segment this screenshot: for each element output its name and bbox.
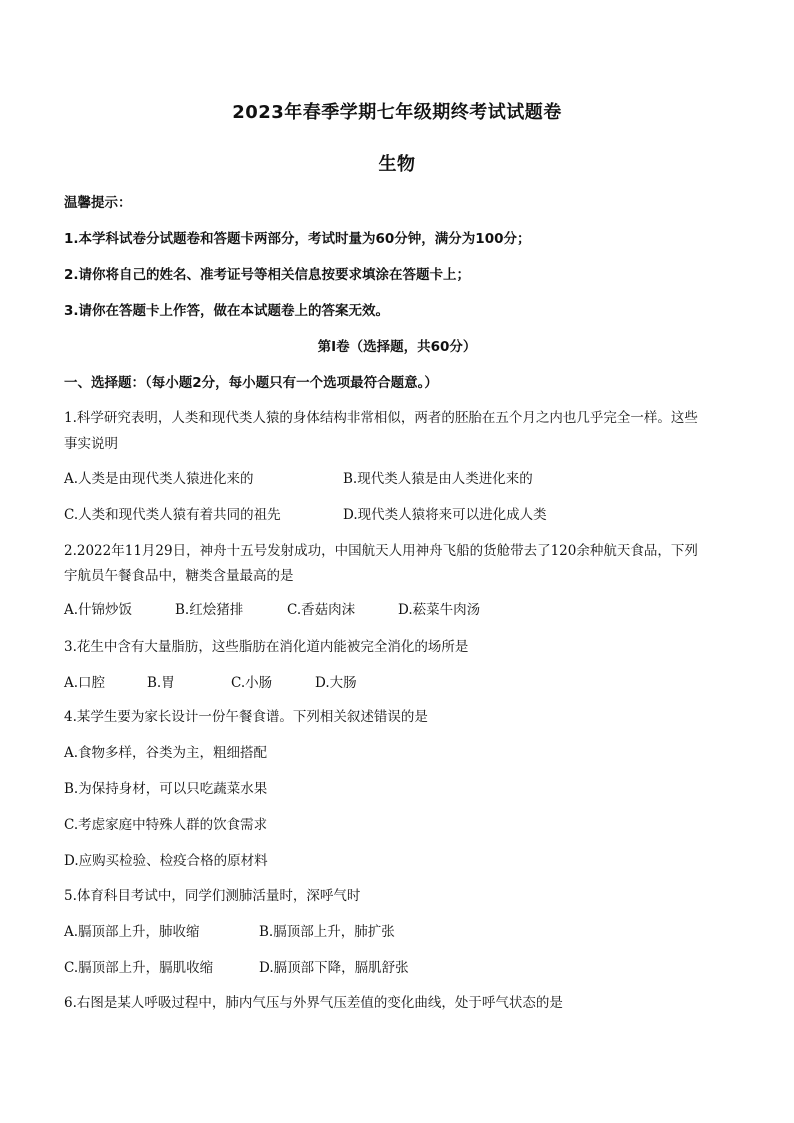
question-3-option-d: D.大肠 — [315, 675, 357, 691]
question-2-stem-line-2: 宇航员午餐食品中，糖类含量最高的是 — [64, 568, 294, 584]
question-1-stem-line-1: 1.科学研究表明，人类和现代类人猿的身体结构非常相似，两者的胚胎在五个月之内也几乎完全一样。这些 — [64, 410, 698, 426]
question-5-option-d: D.膈顶部下降，膈肌舒张 — [259, 960, 409, 976]
question-1-option-d: D.现代类人猿将来可以进化成人类 — [343, 507, 547, 523]
question-4-option-c: C.考虑家庭中特殊人群的饮食需求 — [64, 817, 268, 833]
question-2-option-c: C.香菇肉沫 — [287, 602, 356, 618]
question-4-option-a: A.食物多样，谷类为主，粗细搭配 — [64, 745, 268, 761]
question-5-option-b: B.膈顶部上升，肺扩张 — [259, 924, 395, 940]
question-6-stem: 6.右图是某人呼吸过程中，肺内气压与外界气压差值的变化曲线，处于呼气状态的是 — [64, 995, 563, 1011]
question-2-option-b: B.红烩猪排 — [175, 602, 244, 618]
question-5-option-c: C.膈顶部上升，膈肌收缩 — [64, 960, 214, 976]
question-3-option-a: A.口腔 — [64, 675, 106, 691]
part1-heading: 第Ⅰ卷（选择题，共60分） — [317, 339, 477, 355]
question-5-stem: 5.体育科目考试中，同学们测肺活量时，深呼气时 — [64, 888, 361, 904]
exam-title: 2023年春季学期七年级期终考试试题卷 — [232, 102, 562, 123]
question-3-option-c: C.小肠 — [231, 675, 273, 691]
tips-heading: 温馨提示： — [64, 195, 132, 211]
question-1-option-a: A.人类是由现代类人猿进化来的 — [64, 471, 254, 487]
tip-item-3: 3.请你在答题卡上作答，做在本试题卷上的答案无效。 — [64, 303, 390, 319]
question-2-option-d: D.菘菜牛肉汤 — [398, 602, 481, 618]
question-5-option-a: A.膈顶部上升，肺收缩 — [64, 924, 200, 940]
question-3-option-b: B.胃 — [147, 675, 175, 691]
question-1-option-b: B.现代类人猿是由人类进化来的 — [343, 471, 533, 487]
subject-title: 生物 — [378, 154, 416, 175]
question-4-option-d: D.应购买检验、检疫合格的原材料 — [64, 853, 268, 869]
question-2-option-a: A.什锦炒饭 — [64, 602, 133, 618]
question-3-stem: 3.花生中含有大量脂肪，这些脂肪在消化道内能被完全消化的场所是 — [64, 639, 469, 655]
question-1-option-c: C.人类和现代类人猿有着共同的祖先 — [64, 507, 281, 523]
question-1-stem-line-2: 事实说明 — [64, 436, 118, 452]
tip-item-2: 2.请你将自己的姓名、准考证号等相关信息按要求填涂在答题卡上； — [64, 267, 471, 283]
section-heading: 一、选择题：（每小题2分，每小题只有一个选项最符合题意。） — [64, 375, 438, 391]
question-4-option-b: B.为保持身材，可以只吃蔬菜水果 — [64, 781, 268, 797]
question-4-stem: 4.某学生要为家长设计一份午餐食谱。下列相关叙述错误的是 — [64, 709, 428, 725]
tip-item-1: 1.本学科试卷分试题卷和答题卡两部分，考试时量为60分钟，满分为100分； — [64, 231, 531, 247]
question-2-stem-line-1: 2.2022年11月29日，神舟十五号发射成功，中国航天人用神舟飞船的货舱带去了120余种航天食品，下列 — [64, 543, 698, 559]
